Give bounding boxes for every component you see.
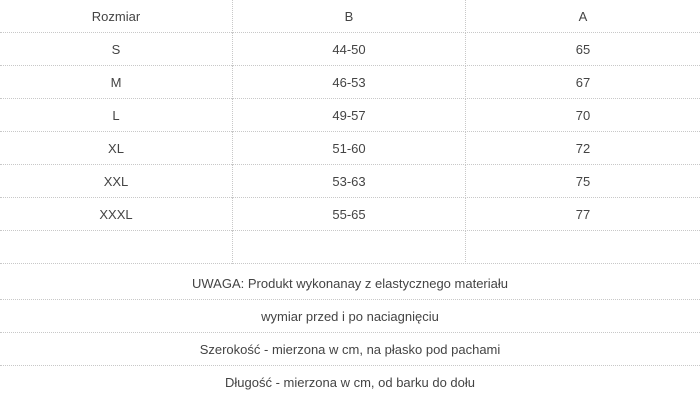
a-cell: 67 (575, 75, 591, 90)
table-row (0, 66, 700, 99)
note-row (0, 267, 700, 300)
size-cell: M (0, 66, 233, 99)
a-cell: 65 (575, 42, 591, 57)
header-a: A (578, 9, 588, 24)
note-row (0, 366, 700, 399)
size-cell: S (0, 33, 233, 66)
a-cell: 70 (575, 108, 591, 123)
note-width: Szerokość - mierzona w cm, na płasko pod pachami (199, 342, 501, 357)
table-row (0, 198, 700, 231)
b-cell: 44-50 (233, 33, 466, 66)
b-cell: 53-63 (233, 165, 466, 198)
empty-cell (233, 231, 466, 264)
size-cell: XXL (0, 165, 233, 198)
size-cell: L (0, 99, 233, 132)
size-cell: XL (0, 132, 233, 165)
a-cell: 77 (575, 207, 591, 222)
empty-cell (0, 231, 233, 264)
b-cell: 46-53 (233, 66, 466, 99)
table-header-row (0, 0, 700, 33)
header-b: B (233, 0, 466, 33)
b-cell: 55-65 (233, 198, 466, 231)
note-row (0, 333, 700, 366)
empty-cell (466, 231, 700, 264)
header-size: Rozmiar (0, 0, 233, 33)
b-cell: 51-60 (233, 132, 466, 165)
note-length: Długość - mierzona w cm, od barku do dołu (224, 375, 475, 390)
note-row (0, 300, 700, 333)
size-cell: XXXL (0, 198, 233, 231)
table-row (0, 99, 700, 132)
a-cell: 75 (575, 174, 591, 189)
empty-row (0, 231, 700, 264)
table-row (0, 165, 700, 198)
b-cell: 49-57 (233, 99, 466, 132)
table-row (0, 33, 700, 66)
note-stretch: wymiar przed i po naciagnięciu (261, 309, 439, 324)
a-cell: 72 (575, 141, 591, 156)
table-row (0, 132, 700, 165)
note-warning: UWAGA: Produkt wykonanay z elastycznego materiału (192, 276, 508, 291)
